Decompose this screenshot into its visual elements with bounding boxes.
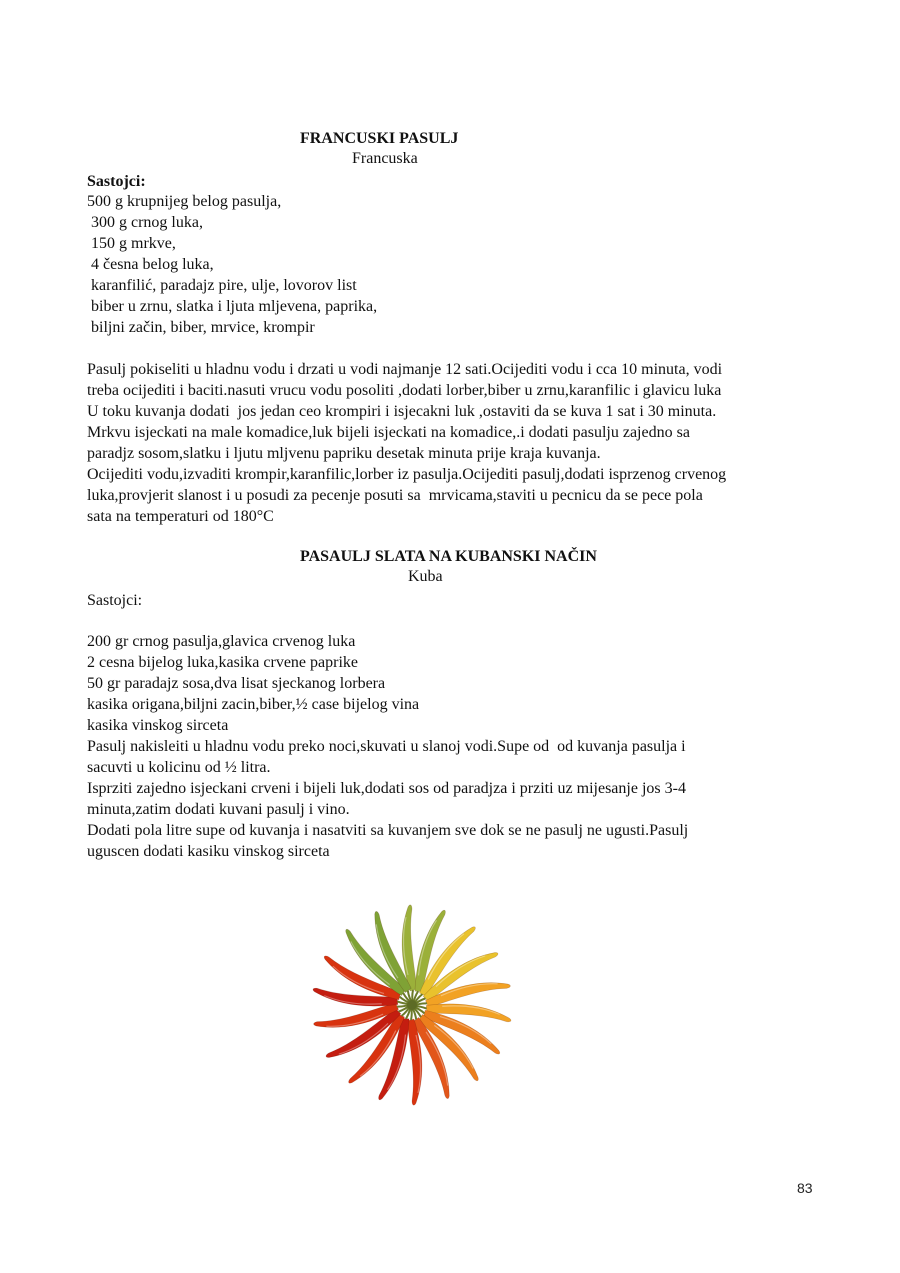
ingredient-line: kasika origana,biljni zacin,biber,½ case bijelog vina xyxy=(87,696,420,713)
instruction-line: Pasulj nakisleiti u hladnu vodu preko noci,skuvati u slanoj vodi.Supe od od kuvanja pasulja i xyxy=(87,738,686,755)
ingredient-line: kasika vinskog sirceta xyxy=(87,717,229,734)
instruction-line: paradjz sosom,slatku i ljutu mljvenu papriku desetak minuta prije kraja kuvanja. xyxy=(87,445,601,462)
recipe-origin: Francuska xyxy=(352,150,418,167)
ingredient-line: 50 gr paradajz sosa,dva lisat sjeckanog lorbera xyxy=(87,675,386,692)
instruction-line: sacuvti u kolicinu od ½ litra. xyxy=(87,759,271,776)
instruction-line: uguscen dodati kasiku vinskog sirceta xyxy=(87,843,330,860)
ingredient-line: 4 česna belog luka, xyxy=(87,256,214,273)
ingredient-line: 200 gr crnog pasulja,glavica crvenog luka xyxy=(87,633,356,650)
instruction-line: treba ocijediti i baciti.nasuti vrucu vodu posoliti ,dodati lorber,biber u zrnu,karanfilic i glavicu luka xyxy=(87,382,722,399)
instruction-line: luka,provjerit slanost i u posudi za pecenje posuti sa mrvicama,staviti u pecnicu da se pece pola xyxy=(87,487,703,504)
instruction-line: minuta,zatim dodati kuvani pasulj i vino. xyxy=(87,801,350,818)
instruction-line: Dodati pola litre supe od kuvanja i nasatviti sa kuvanjem sve dok se ne pasulj ne ugusti.Pasulj xyxy=(87,822,689,839)
recipe-title: FRANCUSKI PASULJ xyxy=(300,130,459,147)
instruction-line: Pasulj pokiseliti u hladnu vodu i drzati u vodi najmanje 12 sati.Ocijediti vodu i cca 10 minuta, vodi xyxy=(87,361,723,378)
ingredient-line: 150 g mrkve, xyxy=(87,235,176,252)
pepper-spiral xyxy=(312,905,513,1105)
instruction-line: Ocijediti vodu,izvaditi krompir,karanfilic,lorber iz pasulja.Ocijediti pasulj,dodati isprzenog crvenog xyxy=(87,466,727,483)
page-number: 83 xyxy=(797,1180,813,1196)
ingredients-heading: Sastojci: xyxy=(87,173,146,190)
ingredient-line: biljni začin, biber, mrvice, krompir xyxy=(87,319,315,336)
recipe-origin: Kuba xyxy=(408,568,443,585)
chili-peppers-image xyxy=(305,895,520,1115)
instruction-line: sata na temperaturi od 180°C xyxy=(87,508,274,525)
stems-center xyxy=(407,1000,417,1010)
instruction-line: U toku kuvanja dodati jos jedan ceo krompiri i isjecakni luk ,ostaviti da se kuva 1 sat i 30 minuta. xyxy=(87,403,717,420)
recipe-title: PASAULJ SLATA NA KUBANSKI NAČIN xyxy=(300,548,597,565)
instruction-line: Mrkvu isjeckati na male komadice,luk bijeli isjeckati na komadice,.i dodati pasulju zajedno sa xyxy=(87,424,690,441)
ingredient-line: 2 cesna bijelog luka,kasika crvene paprike xyxy=(87,654,358,671)
ingredient-line: 300 g crnog luka, xyxy=(87,214,203,231)
ingredient-line: karanfilić, paradajz pire, ulje, lovorov list xyxy=(87,277,357,294)
ingredients-heading: Sastojci: xyxy=(87,592,143,609)
ingredient-line: biber u zrnu, slatka i ljuta mljevena, paprika, xyxy=(87,298,378,315)
instruction-line: Isprziti zajedno isjeckani crveni i bijeli luk,dodati sos od paradjza i prziti uz mijesanje jos 3-4 xyxy=(87,780,686,797)
ingredient-line: 500 g krupnijeg belog pasulja, xyxy=(87,193,282,210)
